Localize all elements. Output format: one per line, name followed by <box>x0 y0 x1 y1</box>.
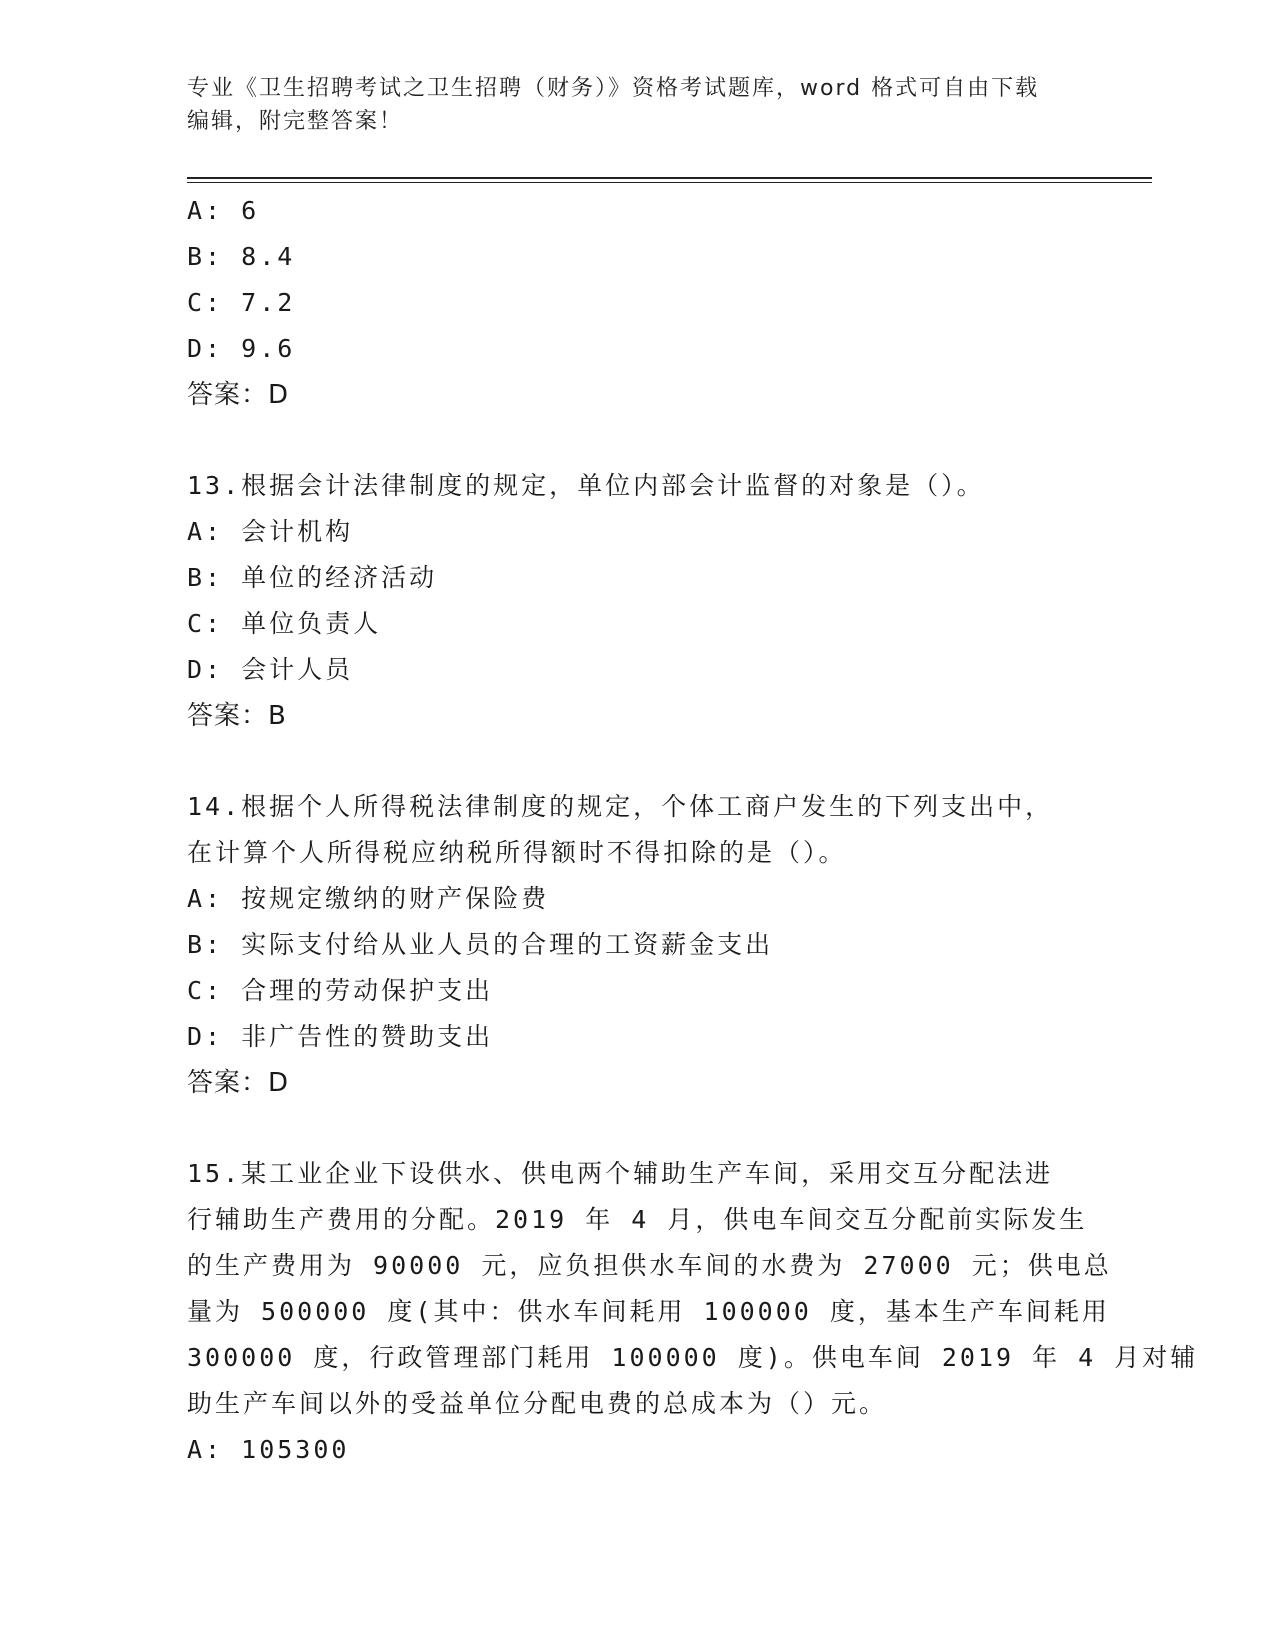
header-rule-thick <box>187 177 1152 179</box>
question-stem-line-2: 行辅助生产费用的分配。2019 年 4 月，供电车间交互分配前实际发生 <box>187 1205 1088 1234</box>
question-14 <box>187 784 1087 1106</box>
answer: 答案：B <box>187 701 287 731</box>
question-stem-line-1: 15.某工业企业下设供水、供电两个辅助生产车间，采用交互分配法进 <box>187 1159 1054 1188</box>
option-c: C: 单位负责人 <box>187 609 382 638</box>
header-line-2: 编辑，附完整答案！ <box>187 109 404 134</box>
option-a: A: 105300 <box>187 1435 350 1464</box>
header-line-1: 专业《卫生招聘考试之卫生招聘（财务）》资格考试题库，word 格式可自由下载 <box>187 76 1040 101</box>
option-d: D: 会计人员 <box>187 655 354 684</box>
answer: 答案：D <box>187 380 290 410</box>
header-rule-thin <box>187 182 1152 183</box>
option-b: B: 8.4 <box>187 242 296 271</box>
document-header <box>187 72 1087 138</box>
question-stem-line-1: 14.根据个人所得税法律制度的规定，个体工商户发生的下列支出中， <box>187 792 1054 821</box>
option-a: A: 按规定缴纳的财产保险费 <box>187 884 550 913</box>
option-c: C: 合理的劳动保护支出 <box>187 976 494 1005</box>
answer: 答案：D <box>187 1068 290 1098</box>
option-d: D: 9.6 <box>187 334 296 363</box>
question-stem: 13.根据会计法律制度的规定，单位内部会计监督的对象是（）。 <box>187 471 985 500</box>
question-stem-line-2: 在计算个人所得税应纳税所得额时不得扣除的是（）。 <box>187 838 847 867</box>
option-b: B: 单位的经济活动 <box>187 563 438 592</box>
option-c: C: 7.2 <box>187 288 296 317</box>
option-d: D: 非广告性的赞助支出 <box>187 1022 494 1051</box>
question-12 <box>187 188 1087 418</box>
question-13 <box>187 463 1087 739</box>
option-a: A: 会计机构 <box>187 517 354 546</box>
question-stem-line-4: 量为 500000 度(其中：供水车间耗用 100000 度，基本生产车间耗用 <box>187 1297 1110 1326</box>
question-stem-line-6: 助生产车间以外的受益单位分配电费的总成本为（）元。 <box>187 1389 888 1418</box>
option-b: B: 实际支付给从业人员的合理的工资薪金支出 <box>187 930 774 959</box>
question-stem-line-3: 的生产费用为 90000 元，应负担供水车间的水费为 27000 元；供电总 <box>187 1251 1112 1280</box>
question-15 <box>187 1151 1199 1473</box>
question-stem-line-5: 300000 度，行政管理部门耗用 100000 度)。供电车间 2019 年 4 月对辅 <box>187 1343 1199 1372</box>
option-a: A: 6 <box>187 196 260 225</box>
question-list <box>187 188 1199 1473</box>
